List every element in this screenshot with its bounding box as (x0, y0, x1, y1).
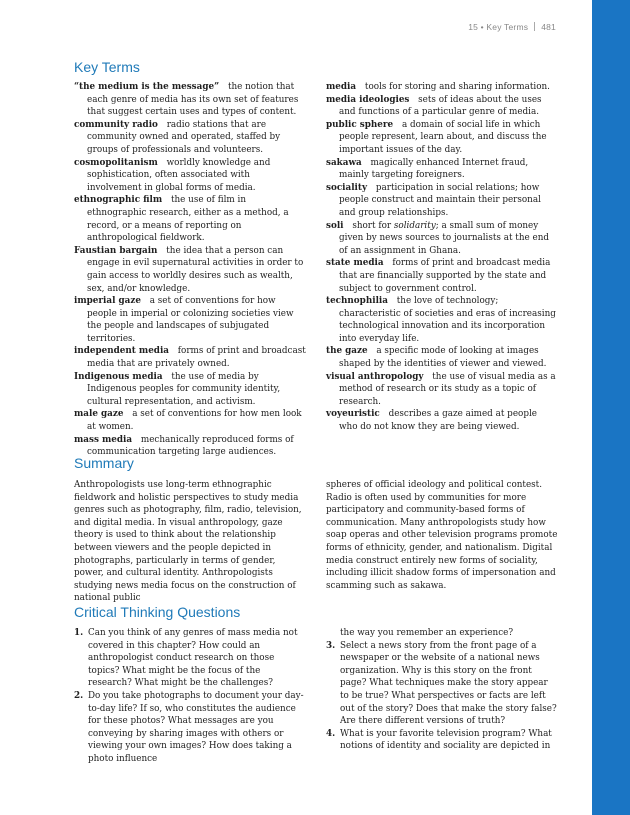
question-number: 4. (326, 728, 336, 739)
glossary-entry (326, 220, 558, 258)
glossary-entry (74, 81, 306, 119)
key-terms-heading: Key Terms (74, 59, 140, 75)
glossary-entry (74, 245, 306, 295)
key-terms-left-column (74, 81, 306, 459)
glossary-definition: radio stations that are community owned and operated, staffed by groups of professionals and volunteers. (87, 119, 281, 155)
glossary-entry (74, 157, 306, 195)
glossary-entry (74, 408, 306, 433)
glossary-definition: forms of print and broadcast media that are financially supported by the state and subject to government control. (339, 258, 551, 294)
glossary-definition: the notion that each genre of media has its own set of features that suggest certain uses and types of content. (87, 82, 299, 118)
question-number: 3. (326, 640, 336, 651)
summary-right-column (326, 479, 558, 592)
critical-thinking-heading: Critical Thinking Questions (74, 604, 241, 620)
glossary-term: voyeuristic (326, 409, 380, 420)
glossary-term: state media (326, 258, 384, 269)
glossary-term: male gaze (74, 409, 124, 420)
glossary-entry (326, 119, 558, 157)
glossary-term: soli (326, 220, 344, 231)
glossary-definition: the use of visual media as a method of research or its study as a topic of research. (339, 371, 556, 407)
question-item (74, 627, 306, 690)
glossary-term: “the medium is the message” (74, 82, 220, 92)
question-number: 1. (74, 628, 84, 638)
glossary-definition: the idea that a person can engage in evil supernatural activities in order to gain access to worldly desires such as wealth, sex, and/or knowledge. (87, 245, 304, 294)
question-continuation: the way you remember an experience? (340, 628, 514, 638)
glossary-entry (326, 182, 558, 220)
glossary-term: sakawa (326, 157, 362, 168)
glossary-entry (326, 408, 558, 433)
glossary-entry (326, 257, 558, 295)
glossary-definition: mechanically reproduced forms of communication targeting large audiences. (87, 434, 294, 458)
glossary-entry (326, 345, 558, 370)
glossary-definition: magically enhanced Internet fraud, mainly targeting foreigners. (339, 157, 529, 181)
question-item (74, 690, 306, 766)
glossary-definition: a domain of social life in which people represent, learn about, and discuss the important issues of the day. (339, 119, 547, 155)
glossary-definition: a set of conventions for how people in imperial or colonizing societies view the people and landscapes of subjugated territories. (87, 296, 294, 344)
header-chapter: 15 • Key Terms (468, 22, 529, 32)
summary-left-column (74, 479, 306, 605)
glossary-term: Indigenous media (74, 371, 163, 382)
glossary-term: public sphere (326, 119, 394, 130)
glossary-definition: the love of technology; characteristic of societies and eras of increasing technological innovation and its incorporation into everyday life. (339, 296, 556, 344)
question-item (326, 640, 558, 728)
questions-right-column (326, 627, 558, 753)
summary-paragraph-part-1: Anthropologists use long-term ethnographic fieldwork and holistic perspectives to study media genres such as photography, film, radio, television, and digital media. In visual anthropology, gaze theory is used to think about the relationship between viewers and the people depicted in photographs, particularly in terms of gender, power, and cultural identity. Anthropologists studying news media focus on the construction of national public (74, 480, 302, 604)
glossary-term: visual anthropology (326, 371, 424, 382)
glossary-term: independent media (74, 346, 169, 357)
glossary-definition: the use of film in ethnographic research, either as a method, a record, or a means of reporting on anthropological fieldwork. (87, 195, 289, 244)
questions-left-column (74, 627, 306, 766)
summary-heading: Summary (74, 455, 134, 471)
glossary-entry (74, 295, 306, 345)
glossary-entry (74, 119, 306, 157)
page-number: 481 (541, 22, 556, 32)
glossary-term: media (326, 82, 357, 92)
glossary-term: imperial gaze (74, 296, 141, 307)
glossary-entry (326, 295, 558, 345)
glossary-term: Faustian bargain (74, 245, 158, 256)
question-text: Can you think of any genres of mass media not covered in this chapter? How could an anthropologist conduct research on those topics? What might be the focus of the research? What might be the challenges? (88, 628, 298, 689)
summary-paragraph-part-2: spheres of official ideology and political contest. Radio is often used by communities for more participatory and community-based forms of communication. Many anthropologists study how soap operas and other television programs promote forms of ethnicity, gender, and nationalism. Digital media construct entirely new forms of sociality, including illicit shadow forms of impersonation and scamming such as sakawa. (326, 480, 558, 591)
glossary-definition: worldly knowledge and sophistication, often associated with involvement in global forms of media. (87, 157, 271, 193)
glossary-definition: describes a gaze aimed at people who do not know they are being viewed. (339, 409, 537, 433)
glossary-definition: a specific mode of looking at images shaped by the identities of viewer and viewed. (339, 346, 547, 370)
question-text: What is your favorite television program? What notions of identity and sociality are depicted in (340, 728, 552, 752)
glossary-definition: short for (352, 220, 394, 231)
glossary-definition: the use of media by Indigenous peoples for community identity, cultural representation, and activism. (87, 371, 281, 407)
glossary-definition: ; a small sum of money given by news sources to journalists at the end of an assignment in Ghana. (339, 220, 550, 256)
key-terms-right-column (326, 81, 558, 434)
glossary-term: cosmopolitanism (74, 157, 158, 168)
question-item (326, 728, 558, 753)
page-edge-bar (592, 0, 630, 815)
glossary-term: technophilia (326, 296, 388, 307)
glossary-definition: participation in social relations; how people construct and maintain their personal and group relationships. (339, 182, 541, 218)
glossary-definition: forms of print and broadcast media that are privately owned. (87, 346, 306, 370)
glossary-entry (326, 81, 558, 94)
running-header (468, 22, 556, 32)
glossary-term: community radio (74, 119, 158, 130)
question-number: 2. (74, 690, 84, 701)
glossary-term: mass media (74, 434, 133, 445)
glossary-entry (74, 345, 306, 370)
header-divider (534, 22, 535, 31)
glossary-term: media ideologies (326, 94, 410, 105)
glossary-entry (74, 371, 306, 409)
glossary-entry (326, 94, 558, 119)
glossary-definition: a set of conventions for how men look at women. (87, 409, 302, 433)
question-text: Do you take photographs to document your day-to-day life? If so, who constitutes the audience for these photos? What messages are you conveying by sharing images with others or viewing your own images? How does taking a photo influence (88, 690, 304, 764)
glossary-entry (326, 371, 558, 409)
glossary-term: the gaze (326, 346, 368, 357)
glossary-entry (74, 194, 306, 244)
glossary-definition: solidarity (393, 220, 436, 231)
glossary-entry (326, 157, 558, 182)
question-text: Select a news story from the front page of a newspaper or the website of a national news organization. Why is this story on the front page? What techniques make the story appear to be true? What perspectives or facts are left out of the story? Does that make the story false? Are there different versions of truth? (340, 640, 557, 727)
glossary-definition: tools for storing and sharing information. (364, 82, 550, 92)
glossary-definition: sets of ideas about the uses and functions of a particular genre of media. (339, 94, 542, 118)
glossary-term: ethnographic film (74, 195, 163, 206)
glossary-term: sociality (326, 182, 368, 193)
